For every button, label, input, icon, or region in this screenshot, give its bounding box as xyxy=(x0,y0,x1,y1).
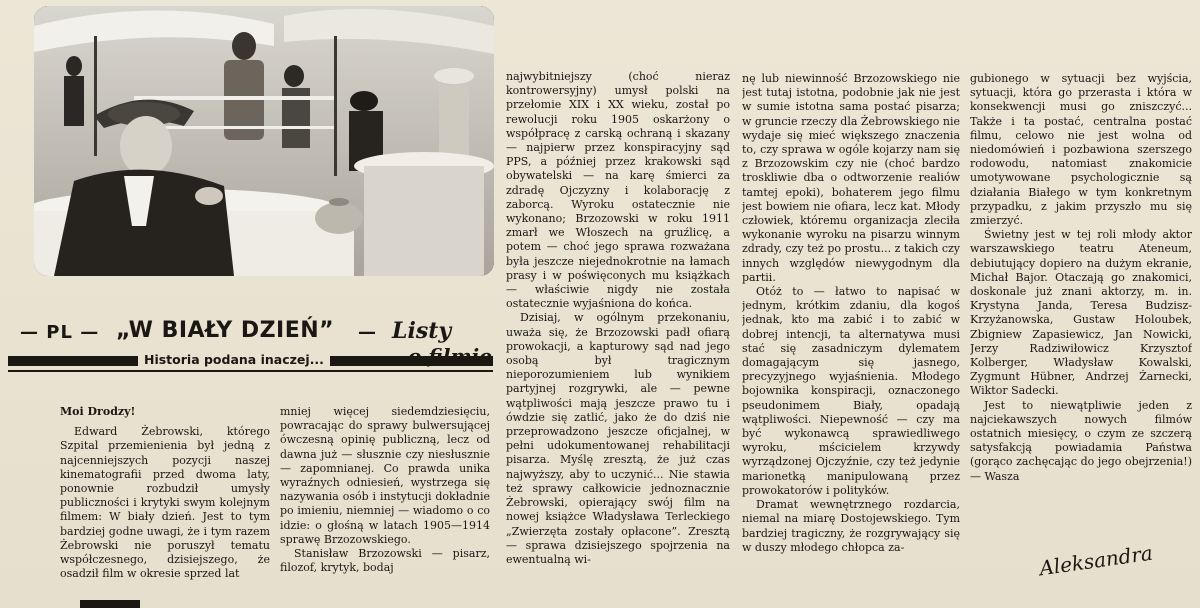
handwritten-signature: Aleksandra xyxy=(1037,540,1155,581)
text-column-4 xyxy=(742,72,960,608)
film-still-photo xyxy=(34,6,494,276)
paragraph: Świetny jest w tej roli młody aktor warszawskiego teatru Ateneum, debiutujący dopiero na dużym ekranie, Michał Bajor. Otaczają go znakomici, doskonale już znani aktorzy, m. in. Krystyna Janda, Teresa Budzisz-Krzyżanowska, Gustaw Holoubek, Zbigniew Zapasiewicz, Jan Nowicki, Jerzy Radziwiłowicz Krzysztof Kolberger, Władysław Kowalski, Zygmunt Hübner, Andrzej Żarnecki, Wiktor Sadecki. xyxy=(970,228,1192,398)
paragraph: Otóż to — łatwo to napisać w jednym, krótkim zdaniu, dla kogoś jednak, kto ma zabić i to zabić w dobrej intencji, ta alternatywa musi stać się zasadniczym dylematem domagającym się jasnego, precyzyjnego wyjaśnienia. Młodego bojownika konspiracji, oznaczonego pseudonimem Biały, opadają wątpliwości. Niepewność — czy ma być wykonawcą sprawiedliwego wyroku, mścicielem krzywdy wyrządzonej Ojczyźnie, czy też jedynie marionetką manipulowaną przez prowokatorów i polityków. xyxy=(742,285,960,497)
text-column-2 xyxy=(280,405,490,605)
text-column-1 xyxy=(60,405,270,605)
article-headline xyxy=(20,318,490,352)
film-title: „W BIAŁY DZIEŃ” xyxy=(116,318,335,343)
paragraph: Dzisiaj, w ogólnym przekonaniu, uważa się, że Brzozowski padł ofiarą prowokacji, a kapturowy sąd nad jego osobą był tragicznym nieporozumieniem lub wynikiem partyjnej rozgrywki, ale — pewne wątpliwości mają jeszcze prawo tu i ówdzie się zatlić, jako że do dziś nie przeprowadzono jeszcze oficjalnej, w pełni udokumentowanej rehabilitacji pisarza. Myślę zresztą, że już czas najwyższy, aby to uczynić... Nie stawia też sprawy całkowicie jednoznacznie Żebrowski, opierający swój film na nowej książce Władysława Terleckiego „Zwierzęta zostały opłacone”. Zresztą — sprawa dzisiejszego spojrzenia na ewentualną wi- xyxy=(506,311,730,566)
paragraph: Dramat wewnętrznego rozdarcia, niemal na miarę Dostojewskiego. Tym bardziej tragiczny, że rozgrywający się w duszy młodego chłopca za- xyxy=(742,498,960,554)
page-edge-mark xyxy=(80,600,140,608)
cafe-scene-illustration xyxy=(34,6,494,276)
text-column-3 xyxy=(506,70,730,608)
letter-greeting: Moi Drodzy! xyxy=(60,405,136,418)
paragraph: Stanisław Brzozowski — pisarz, filozof, krytyk, bodaj xyxy=(280,547,490,575)
paragraph: najwybitniejszy (choć nieraz kontrowersyjny) umysł polski na przełomie XIX i XX wieku, został po rewolucji roku 1905 oskarżony o współpracę z carską ochraną i skazany — najpierw przez konspiracyjny sąd PPS, a później przez krakowski sąd obywatelski — na karę śmierci za zdradę Ojczyzny i kolaborację z zaborcą. Wyroku ostatecznie nie wykonano; Brzozowski w roku 1911 zmarł we Włoszech na gruźlicę, a potem — choć jego sprawa rozważana była jeszcze niejednokrotnie na łamach prasy i w poświęconych mu książkach — właściwie nigdy nie została ostatecznie wyjaśniona do końca. xyxy=(506,70,730,311)
paragraph: Jest to niewątpliwie jeden z najciekawszych nowych filmów ostatnich miesięcy, o czym ze szczerą satysfakcją powiadamia Państwa (gorąco zachęcając do jego obejrzenia!) — Wasza xyxy=(970,398,1192,483)
paragraph: Edward Żebrowski, którego Szpital przemienienia był jedną z najcenniejszych pozycji naszej kinematografii przed dwoma laty, ponownie rozbudził umysły publiczności i krytyki swym kolejnym filmem: W biały dzień. Jest to tym bardziej godne uwagi, że i tym razem Żebrowski nie poruszył tematu współczesnego, dzisiejszego, że osadził film w okresie sprzed lat xyxy=(60,425,270,581)
paragraph: gubionego w sytuacji bez wyjścia, sytuacji, która go przerasta i która w konsekwencji musi go zniszczyć... Także i ta postać, centralna postać filmu, celowo nie jest wolna od niedomówień i pozbawiona szerszego rodowodu, natomiast znakomicie umotywowane psychologicznie są działania Białego w tym konkretnym przypadku, z jakim przyszło mu się zmierzyć. xyxy=(970,72,1192,228)
text-column-5 xyxy=(970,72,1192,512)
article-subhead: Historia podana inaczej... xyxy=(138,352,330,367)
series-name-line1: Listy xyxy=(392,318,452,344)
paragraph: nę lub niewinność Brzozowskiego nie jest tutaj istotna, podobnie jak nie jest w sumie istotna sama postać pisarza; w gruncie rzeczy dla Żebrowskiego nie wydaje się mieć większego znaczenia to, czy sprawa w ogóle kojarzy nam się z Brzozowskim czy nie (choć bardzo troskliwie dba o odtworzenie realiów tamtej epoki), bohaterem jego filmu jest bowiem nie ofiara, lecz kat. Młody człowiek, któremu organizacja zleciła wykonanie wyroku na pisarzu winnym zdrady, czy też po prostu... z takich czy innych względów niewygodnym dla partii. xyxy=(742,72,960,284)
paragraph: mniej więcej siedemdziesięciu, powracając do sprawy bulwersującej ówczesną opinię publiczną, lecz od dawna już — słusznie czy niesłusznie — zapomnianej. Co prawda unika wyraźnych odniesień, wystrzega się nazywania osób i instytucji dokładnie po imieniu, niemniej — wiadomo o co idzie: o głośną w latach 1905—1914 sprawę Brzozowskiego. xyxy=(280,405,490,546)
headline-dash: — xyxy=(358,322,376,343)
headline-prefix: — PL — xyxy=(20,322,100,343)
heading-rule-thin xyxy=(8,370,493,372)
